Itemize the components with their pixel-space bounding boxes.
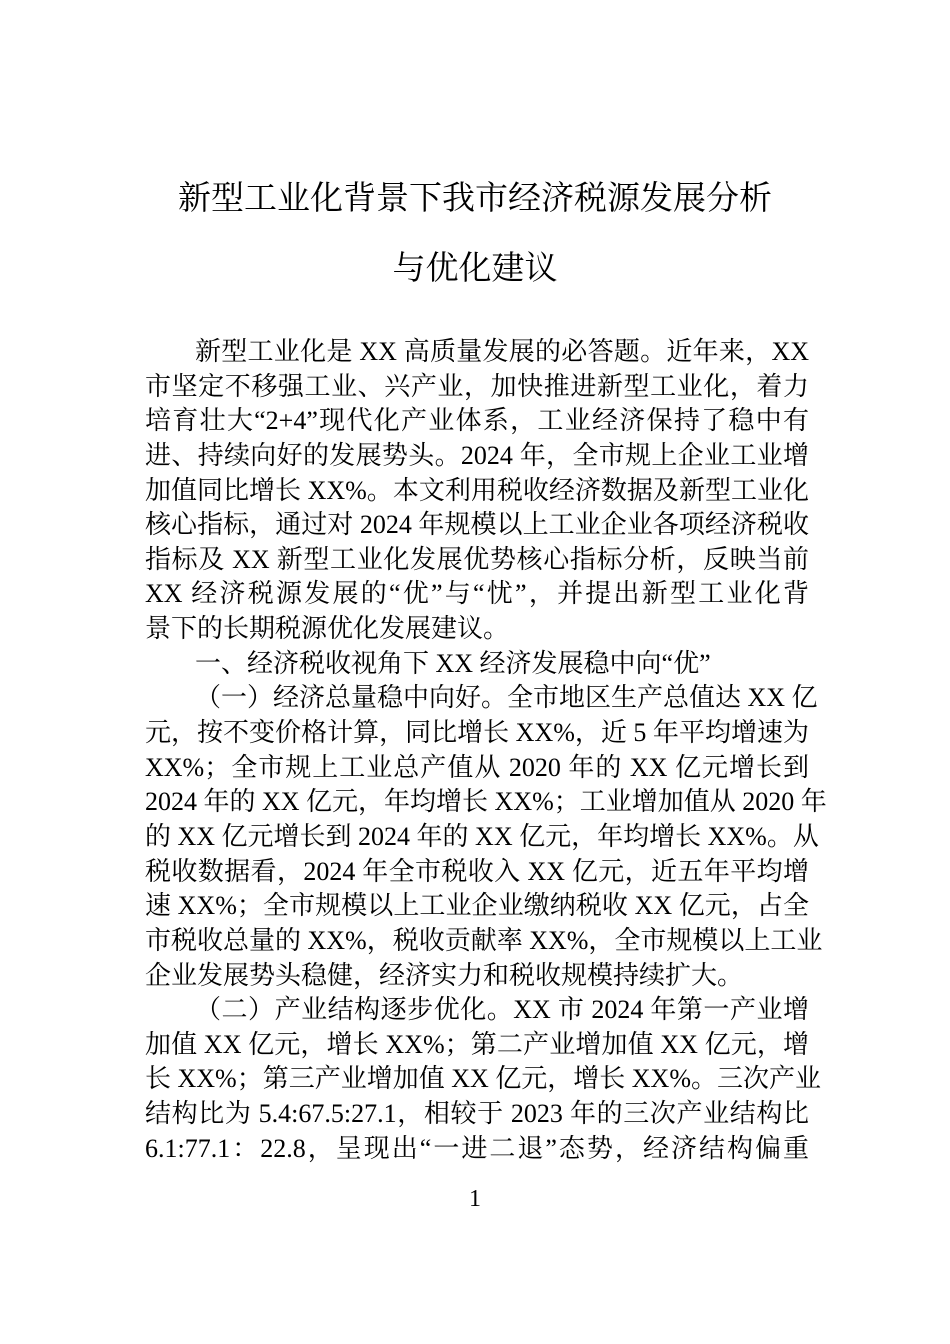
text-line: 税收数据看，2024 年全市税收入 XX 亿元，近五年平均增 [145, 856, 809, 886]
text-line: 2024 年的 XX 亿元，年均增长 XX%；工业增加值从 2020 年 [145, 787, 827, 817]
text-line: （一）经济总量稳中向好。全市地区生产总值达 XX 亿 [195, 683, 818, 713]
text-line: 进、持续向好的发展势头。2024 年，全市规上企业工业增 [145, 440, 809, 470]
page-number: 1 [469, 1186, 481, 1212]
text-line: 核心指标，通过对 2024 年规模以上工业企业各项经济税收 [145, 510, 809, 540]
text-line: 的 XX 亿元增长到 2024 年的 XX 亿元，年均增长 XX%。从 [145, 821, 819, 851]
text-line: 市坚定不移强工业、兴产业，加快推进新型工业化，着力 [145, 371, 809, 401]
text-line: 结构比为 5.4:67.5:27.1，相较于 2023 年的三次产业结构比 [145, 1099, 809, 1129]
text-line: 长 XX%；第三产业增加值 XX 亿元，增长 XX%。三次产业 [145, 1064, 821, 1094]
text-line: XX%；全市规上工业总产值从 2020 年的 XX 亿元增长到 [145, 752, 809, 782]
text-line: 指标及 XX 新型工业化发展优势核心指标分析，反映当前 [145, 544, 809, 574]
text-line: 景下的长期税源优化发展建议。 [145, 614, 510, 644]
document-title-line-1: 新型工业化背景下我市经济税源发展分析 [178, 178, 772, 217]
text-line: 速 XX%；全市规模以上工业企业缴纳税收 XX 亿元，占全 [145, 891, 809, 921]
section-heading: 一、经济税收视角下 XX 经济发展稳中向“优” [195, 648, 711, 678]
text-line: 6.1:77.1：22.8，呈现出“一进二退”态势，经济结构偏重 [145, 1133, 809, 1163]
paragraph-economic-total [145, 681, 827, 993]
document-body [145, 335, 827, 1166]
text-line: XX 经济税源发展的“优”与“忧”，并提出新型工业化背 [145, 579, 809, 609]
text-line: 企业发展势头稳健，经济实力和税收规模持续扩大。 [145, 960, 744, 990]
intro-paragraph [145, 335, 809, 647]
text-line: 培育壮大“2+4”现代化产业体系，工业经济保持了稳中有 [145, 406, 809, 436]
text-line: 市税收总量的 XX%，税收贡献率 XX%，全市规模以上工业 [145, 925, 823, 955]
text-line: 元，按不变价格计算，同比增长 XX%，近 5 年平均增速为 [145, 718, 809, 748]
text-line: （二）产业结构逐步优化。XX 市 2024 年第一产业增 [195, 995, 809, 1025]
text-line: 加值同比增长 XX%。本文利用税收经济数据及新型工业化 [145, 475, 809, 505]
paragraph-industrial-structure [145, 993, 821, 1166]
document-title-line-2: 与优化建议 [392, 248, 558, 287]
text-line: 加值 XX 亿元，增长 XX%；第二产业增加值 XX 亿元，增 [145, 1029, 809, 1059]
text-line: 新型工业化是 XX 高质量发展的必答题。近年来，XX [195, 337, 809, 366]
